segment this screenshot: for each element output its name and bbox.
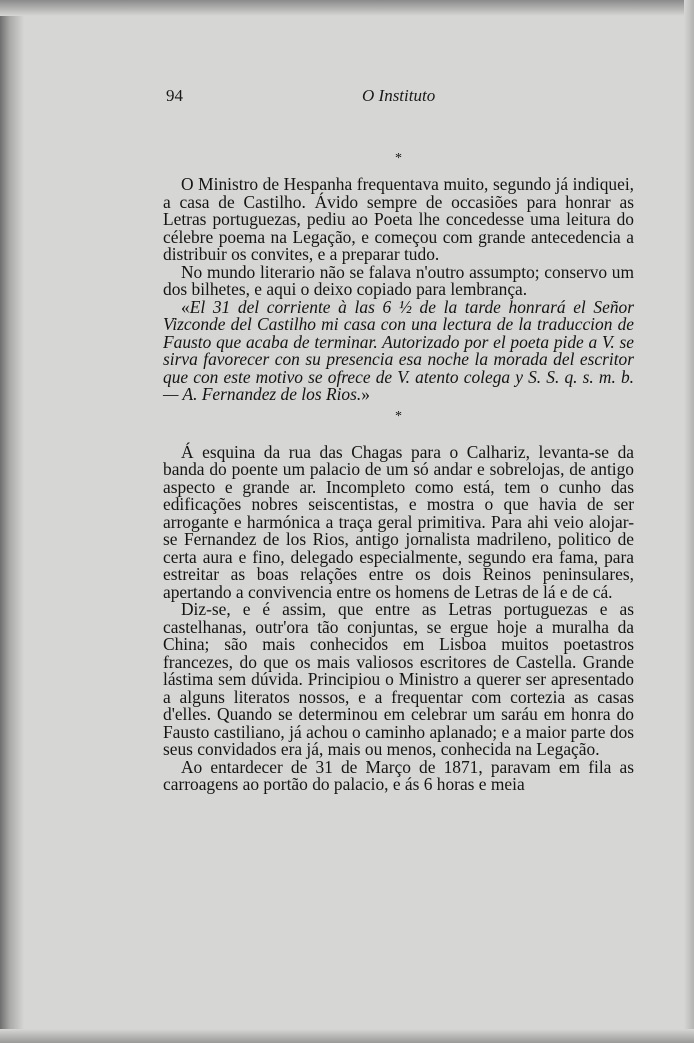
section-asterism-middle: *: [395, 408, 402, 424]
section-asterism-top: *: [395, 151, 402, 166]
paragraph-5: Ao entardecer de 31 de Março de 1871, paravam em fila as carroagens ao portão do palacio, e ás 6 horas e meia: [163, 756, 634, 794]
gutter-shadow: [0, 0, 24, 1043]
quote-close-mark: »: [361, 384, 370, 404]
body-text: [163, 152, 634, 794]
top-edge-shadow: [0, 0, 694, 16]
invitation-quote: [163, 296, 634, 404]
paragraph-3: Á esquina da rua das Chagas para o Calhariz, levanta-se da banda do poente um palacio de um só andar e sobrelojas, de antigo aspecto e grande ar. Incompleto como está, tem o cunho das edificações nobres seiscentistas, e mostra o que havia de ser arrogante e harmónica a traça geral primitiva. Para ahi veio alojar-se Fernandez de los Rios, antigo jornalista madrileno, politico de certa aura e fino, delegado especialmente, segundo era fama, para estreitar as boas relações entre os dois Reinos peninsulares, apertando a convivencia entre os homens de Letras de lá e de cá.: [163, 441, 634, 602]
quote-open-mark: «: [181, 296, 190, 317]
bottom-edge-shadow: [0, 1029, 694, 1043]
running-title: O Instituto: [362, 86, 436, 105]
page-number: 94: [166, 86, 183, 105]
page-header: [166, 86, 632, 110]
right-edge-shadow: [684, 0, 694, 1043]
quote-text: El 31 del corriente à las 6 ½ de la tarde honrará el Señor Vizconde del Castilho mi casa con una lectura de la traduccion de Fausto que acaba de terminar. Autorizado por el poeta pide a V. se sirva favorecer con su presencia esa noche la morada del escritor que con este motivo se ofrece de V. atento colega y S. S. q. s. m. b. — A. Fernandez de los Rios.: [163, 296, 634, 404]
paragraph-4: Diz-se, e é assim, que entre as Letras portuguezas e as castelhanas, outr'ora tão conjuntas, se ergue hoje a muralha da China; são mais conhecidos em Lisboa muitos poetastros francezes, do que os mais valiosos escritores de Castella. Grande lástima sem dúvida. Principiou o Ministro a querer ser apresentado a alguns literatos nossos, e a frequentar com cortezia as casas d'elles. Quando se determinou em celebrar um saráu em honra do Fausto castiliano, já achou o caminho aplanado; e a maior parte dos seus convidados era já, mais ou menos, conhecida na Legação.: [163, 599, 634, 759]
paragraph-1: O Ministro de Hespanha frequentava muito, segundo já indiquei, a casa de Castilho. Ávido sempre de occasiões para honrar as Letras portuguezas, pediu ao Poeta lhe concedesse uma leitura do célebre poema na Legação, e começou com grande antecedencia a distribuir os convites, e a preparar tudo.: [163, 174, 634, 264]
paragraph-2: No mundo literario não se falava n'outro assumpto; conservo um dos bilhetes, e aqui o deixo copiado para lembrança.: [163, 261, 634, 299]
